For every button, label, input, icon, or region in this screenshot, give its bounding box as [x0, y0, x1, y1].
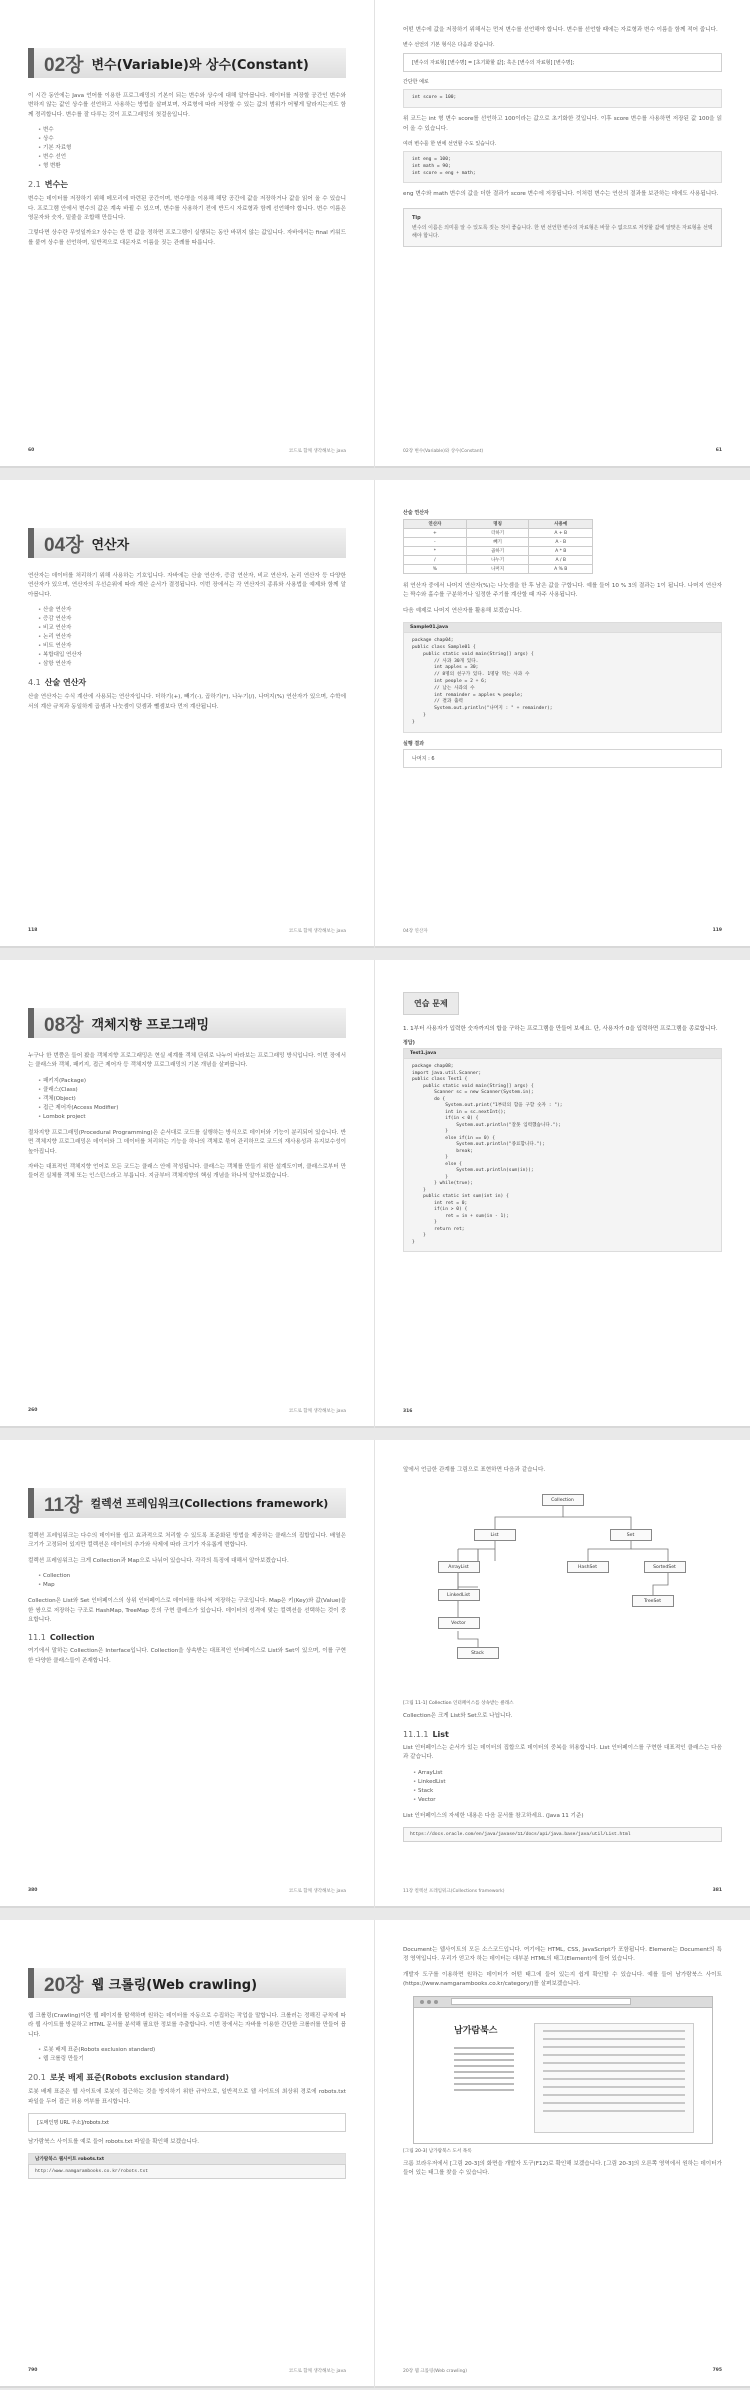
table-row: / 나누기 A / B	[404, 556, 593, 565]
chapter-number: 02장	[44, 54, 84, 76]
code-title: Test1.java	[403, 1048, 722, 1058]
list-item: • Lombok project	[38, 1113, 346, 1122]
list-item: • Collection	[38, 1572, 346, 1581]
body-text: Collection은 크게 List와 Set으로 나뉩니다.	[403, 1713, 513, 1720]
list-item: • 로봇 배제 표준(Robots exclusion standard)	[38, 2046, 346, 2055]
intro-text: 웹 크롤링(Crawling)이란 웹 페이지를 탐색하며 원하는 데이터를 자동으로 수집하는 작업을 말합니다. 크롤러는 정해진 규칙에 따라 웹 사이트를 방문하고 HTML 문서를 분석해 필요한 정보를 추출합니다. 이번 장에서는 자바를 이용한 간단한 크롤러를 만들어 봅니다.	[28, 2013, 346, 2038]
node-sortedset: SortedSet	[644, 1561, 686, 1573]
window-dot-icon	[434, 2000, 438, 2004]
chapter-title: 연산자	[91, 537, 130, 553]
page-60	[0, 0, 375, 468]
body-text: 컬렉션 프레임워크는 크게 Collection과 Map으로 나뉘어 있습니다. 각각의 특징에 대해서 알아보겠습니다.	[28, 1557, 289, 1564]
bullet-list	[38, 2046, 346, 2064]
devtools-panel	[534, 2023, 694, 2133]
body-text: List 인터페이스의 자세한 내용은 다음 문서를 참고하세요. (Java 11 기준)	[403, 1812, 584, 1819]
running-title: 11장 컬렉션 프레임워크(Collections framework)	[403, 1889, 505, 1894]
page-footer	[28, 928, 346, 934]
syntax-box: [도메인명 URL 주소]/robots.txt	[28, 2113, 346, 2132]
doc-url: https://docs.oracle.com/en/java/javase/11/docs/api/java.base/java/util/List.html	[403, 1827, 722, 1842]
code-block: package chap08; import java.util.Scanner; public class Test1 { public static void main(String[] args) { Scanner sc = new Scanner(System.in); do { System.out.print("1부터의 합을 구할 숫자 : "); int in = sc.nextInt(); if(in < 0) { System.out.println("잘못 입력했습니다."); } else if(in == 0) { System.out.println("종료합니다."); break; } else { System.out.println(sum(in)); } } while(true); } public static int sum(int in) { int ret = 0; if(in > 0) { ret = in + sum(in - 1); } return ret; } }	[403, 1058, 722, 1252]
body-text: 로봇 배제 표준은 웹 사이트에 로봇이 접근하는 것을 방지하기 위한 규약으로, 일반적으로 웹 사이트의 최상위 경로에 robots.txt 파일을 두어 접근 허용 여부를 표시합니다.	[28, 2089, 346, 2105]
section-heading: 2.1 변수는	[28, 180, 68, 190]
spread-4	[0, 1440, 750, 1908]
body-text: Collection은 List와 Set 인터페이스의 상위 인터페이스로 데이터를 하나씩 저장하는 구조입니다. Map은 키(Key)와 값(Value)을 한 쌍으로 저장하는 구조로 HashMap, TreeMap 등의 구현 클래스가 있습니다. 데이터의 성격에 맞는 컬렉션을 선택하는 것이 중요합니다.	[28, 1598, 346, 1624]
chapter-number: 04장	[44, 534, 84, 556]
spread-2	[0, 480, 750, 948]
tip-box	[403, 208, 722, 247]
page-number: 61	[715, 448, 722, 453]
chapter-title: 변수(Variable)와 상수(Constant)	[91, 57, 309, 73]
body-text: 절차지향 프로그래밍(Procedural Programming)은 순서대로 코드를 실행하는 방식으로 데이터와 기능이 분리되어 있습니다. 반면 객체지향 프로그래밍은 데이터와 그 데이터를 처리하는 기능을 하나의 객체로 묶어 관리하므로 코드의 재사용성과 유지보수성이 높아집니다.	[28, 1129, 346, 1155]
browser-toolbar	[414, 1997, 712, 2008]
bullet-list	[413, 1769, 722, 1805]
chapter-header	[28, 48, 346, 78]
chapter-header	[28, 1968, 346, 1998]
list-item: • 접근 제어자(Access Modifier)	[38, 1104, 346, 1113]
figure-caption: [그림 20-3] 남가람북스 도서 목록	[403, 2148, 472, 2154]
collection-hierarchy-diagram	[438, 1489, 688, 1694]
intro-text: 연산자는 데이터를 처리하기 위해 사용하는 기호입니다. 자바에는 산술 연산자, 증감 연산자, 비교 연산자, 논리 연산자 등 다양한 연산자가 있으며, 연산자의 우선순위에 따라 계산 순서가 결정됩니다. 이번 장에서는 각 연산자의 종류와 사용법을 예제와 함께 알아봅니다.	[28, 573, 346, 598]
node-stack: Stack	[457, 1647, 499, 1659]
list-item: • 기본 자료형	[38, 144, 346, 153]
bullet-list	[38, 1572, 346, 1590]
browser-screenshot	[413, 1996, 713, 2144]
intro-text: 이 시간 동안에는 Java 언어를 이용한 프로그래밍의 기본이 되는 변수와 상수에 대해 알아봅니다. 데이터를 저장할 공간인 변수와 변하지 않는 값인 상수를 선언하고 사용하는 방법을 살펴보며, 자료형에 따라 저장할 수 있는 값의 범위가 어떻게 달라지는지도 함께 정리합니다. 변수를 잘 다루는 것이 프로그래밍의 첫걸음입니다.	[28, 93, 346, 118]
list-item: • 산술 연산자	[38, 606, 346, 615]
page-footer	[403, 2368, 722, 2374]
result-label: 실행 결과	[403, 740, 425, 747]
list-item: • 패키지(Package)	[38, 1077, 346, 1086]
chapter-header	[28, 1488, 346, 1518]
page-footer	[403, 1888, 722, 1894]
page-790	[0, 1920, 375, 2388]
body-text: 개발자 도구를 이용하면 원하는 데이터가 어떤 태그에 들어 있는지 쉽게 확인할 수 있습니다. 예를 들어 남가람북스 사이트(https://www.namgarambooks.co.kr/category/)를 살펴보겠습니다.	[403, 1971, 722, 1988]
figure-caption: [그림 11-1] Collection 인터페이스를 상속받는 클래스	[403, 1701, 514, 1707]
bullet-list	[38, 606, 346, 669]
chapter-title: 컬렉션 프레임워크(Collections framework)	[90, 1497, 329, 1510]
list-item: • 복합대입 연산자	[38, 651, 346, 660]
running-title: 20장 웹 크롤링(Web crawling)	[403, 2369, 468, 2374]
body-text: 위 코드는 int 형 변수 score를 선언하고 100이라는 값으로 초기화한 것입니다. 이후 score 변수를 사용하면 저장된 값 100을 읽어 올 수 있습니다.	[403, 116, 722, 132]
section-heading: 4.1 산술 연산자	[28, 678, 87, 688]
chapter-header	[28, 1008, 346, 1038]
address-bar	[451, 1998, 631, 2005]
chapter-number: 11장	[44, 1494, 83, 1516]
robots-url: http://www.namgarambooks.co.kr/robots.txt	[28, 2164, 346, 2179]
node-list: List	[474, 1529, 516, 1541]
table-row: * 곱하기 A * B	[404, 547, 593, 556]
node-arraylist: ArrayList	[438, 1561, 480, 1573]
body-text: 다음 예제로 나머지 연산자를 활용해 보겠습니다.	[403, 607, 522, 614]
code-block: int score = 100;	[403, 89, 722, 108]
page-number: 316	[403, 1409, 413, 1414]
page-number: 790	[28, 2368, 38, 2373]
section-heading: 20.1 로봇 배제 표준(Robots exclusion standard)	[28, 2073, 230, 2083]
site-logo: 남가람북스	[454, 2025, 498, 2036]
running-title: 코드로 함께 생각해보는 java	[288, 1409, 346, 1414]
page-number: 795	[712, 2368, 722, 2373]
page-number: 381	[712, 1888, 722, 1893]
running-title: 02장 변수(Variable)와 상수(Constant)	[403, 449, 484, 454]
label: 변수 선언의 기본 형식은 다음과 같습니다.	[403, 42, 495, 49]
table-header: 사용예	[529, 520, 593, 529]
page-footer	[28, 2368, 346, 2374]
body-text: 위 연산자 중에서 나머지 연산자(%)는 나눗셈을 한 후 남은 값을 구합니다. 예를 들어 10 % 3의 결과는 1이 됩니다. 나머지 연산자는 짝수와 홀수를 구분하거나 일정한 주기를 계산할 때 자주 사용됩니다.	[403, 583, 722, 599]
page-number: 260	[28, 1408, 38, 1413]
body-text: 남가람북스 사이트를 예로 들어 robots.txt 파일을 확인해 보겠습니다.	[28, 2139, 200, 2146]
node-treeset: TreeSet	[632, 1595, 674, 1607]
list-item: • 클래스(Class)	[38, 1086, 346, 1095]
intro-text: 컬렉션 프레임워크는 다수의 데이터를 쉽고 효과적으로 처리할 수 있도록 표준화된 방법을 제공하는 클래스의 집합입니다. 배열은 크기가 고정되어 있지만 컬렉션은 데이터의 추가와 삭제에 따라 크기가 자유롭게 변합니다.	[28, 1533, 346, 1549]
chapter-header	[28, 528, 346, 558]
chapter-title: 웹 크롤링(Web crawling)	[91, 1977, 258, 1993]
page-260	[0, 960, 375, 1428]
table-caption: 산술 연산자	[403, 510, 429, 516]
body-text: 자바는 대표적인 객체지향 언어로 모든 코드는 클래스 안에 작성됩니다. 클래스는 객체를 만들기 위한 설계도이며, 클래스로부터 만들어진 실체를 객체 또는 인스턴스라고 부릅니다. 지금부터 객체지향의 핵심 개념을 하나씩 알아보겠습니다.	[28, 1164, 346, 1180]
table-row: % 나머지 A % B	[404, 565, 593, 574]
node-linkedlist: LinkedList	[438, 1589, 480, 1601]
page-61	[375, 0, 750, 468]
node-hashset: HashSet	[567, 1561, 609, 1573]
page-footer	[28, 1408, 346, 1414]
table-header: 연산자	[404, 520, 467, 529]
body-text: 변수는 데이터를 저장하기 위해 메모리에 마련된 공간이며, 변수명을 이용해 해당 공간에 값을 저장하거나 값을 읽어 올 수 있습니다. 프로그램 안에서 변수의 값은 계속 바뀔 수 있으며, 변수를 사용하기 전에 반드시 자료형과 함께 선언해야 합니다. 변수 이름은 영문자와 숫자, 밑줄을 조합해 만듭니다.	[28, 196, 346, 222]
bullet-list	[38, 1077, 346, 1122]
section-heading: 11.1 Collection	[28, 1633, 95, 1643]
list-item: • 형 변환	[38, 162, 346, 171]
url-title: 남가람북스 웹사이트 robots.txt	[28, 2153, 346, 2164]
page-footer	[28, 1888, 346, 1894]
running-title: 코드로 함께 생각해보는 java	[288, 929, 346, 934]
exercise-header: 연습 문제	[403, 992, 459, 1015]
code-block: package chap04; public class Sample01 { public static void main(String[] args) { // 사과 30개 있다. int apples = 30; // 8명의 친구가 있다. 1명당 먹는 사과 수 int people = 2 + 6; // 남는 사과의 수 int remainder = apples % people; // 결과 출력 System.out.println("나머지 : " + remainder); } }	[403, 632, 722, 732]
section-heading: 11.1.1 List	[403, 1729, 449, 1739]
page-footer	[403, 1409, 722, 1414]
running-title: 04장 연산자	[403, 929, 428, 934]
page-number: 60	[28, 448, 35, 453]
spread-5	[0, 1920, 750, 2388]
body-text: 크롬 브라우저에서 [그림 20-3]의 화면을 개발자 도구(F12)로 확인해 보겠습니다. [그림 20-3]의 오른쪽 영역에서 원하는 데이터가 들어 있는 태그를 찾을 수 있습니다.	[403, 2160, 722, 2177]
list-item: • 웹 크롤링 만들기	[38, 2055, 346, 2064]
page-number: 118	[28, 928, 38, 933]
running-title: 코드로 함께 생각해보는 java	[288, 449, 346, 454]
chapter-number: 20장	[44, 1974, 84, 1996]
answer-label: 정답)	[403, 1040, 415, 1046]
body-text: eng 변수와 math 변수의 값을 더한 결과가 score 변수에 저장됩니다. 이처럼 변수는 연산의 결과를 보관하는 데에도 사용됩니다.	[403, 191, 719, 198]
list-item: • 비교 연산자	[38, 624, 346, 633]
chapter-number: 08장	[44, 1014, 84, 1036]
label: 간단한 예로	[403, 79, 429, 86]
tip-text: 변수의 이름은 의미를 알 수 있도록 짓는 것이 좋습니다. 한 번 선언한 변수의 자료형은 바꿀 수 없으므로 저장할 값에 알맞은 자료형을 선택해야 합니다.	[412, 224, 713, 239]
list-item: • 논리 연산자	[38, 633, 346, 642]
list-item: • 비트 연산자	[38, 642, 346, 651]
page-381	[375, 1440, 750, 1908]
running-title: 코드로 함께 생각해보는 java	[288, 2369, 346, 2374]
page-118	[0, 480, 375, 948]
running-title: 코드로 함께 생각해보는 java	[288, 1889, 346, 1894]
page-number: 119	[712, 928, 722, 933]
syntax-box: [변수의 자료형] [변수명] = [초기화할 값]; 혹은 [변수의 자료형] [변수명];	[403, 53, 722, 72]
page-number: 380	[28, 1888, 38, 1893]
list-item: • 상수	[38, 135, 346, 144]
list-item: • 변수	[38, 126, 346, 135]
code-title: Sample01.java	[403, 622, 722, 632]
page-316	[375, 960, 750, 1428]
page-footer	[403, 928, 722, 934]
bullet-list	[38, 126, 346, 171]
page-footer	[403, 448, 722, 454]
result-box: 나머지 : 6	[403, 749, 722, 768]
chapter-title: 객체지향 프로그래밍	[91, 1017, 210, 1033]
body-text: 앞에서 언급한 관계를 그림으로 표현하면 다음과 같습니다.	[403, 1467, 546, 1473]
page-380	[0, 1440, 375, 1908]
body-text: Document는 웹사이트의 모든 소스코드입니다. 여기에는 HTML, CSS, JavaScript가 포함됩니다. Element는 Document의 특정 영역입니다. 우리가 얻고자 하는 데이터는 대부분 HTML의 태그(Element)에 들어 있습니다.	[403, 1947, 722, 1963]
list-item: • 변수 선언	[38, 153, 346, 162]
list-item: • ArrayList	[413, 1769, 722, 1778]
spread-1	[0, 0, 750, 468]
list-item: • Map	[38, 1581, 346, 1590]
page-footer	[28, 448, 346, 454]
node-set: Set	[610, 1529, 652, 1541]
body-text: List 인터페이스는 순서가 있는 데이터의 집합으로 데이터의 중복을 허용합니다. List 인터페이스를 구현한 대표적인 클래스는 다음과 같습니다.	[403, 1744, 722, 1761]
label: 여러 변수를 한 번에 선언할 수도 있습니다.	[403, 141, 497, 148]
table-header: 명칭	[466, 520, 529, 529]
window-dot-icon	[420, 2000, 424, 2004]
intro-text: 누구나 한 번쯤은 들어 봤을 객체지향 프로그래밍은 현실 세계를 객체 단위로 나누어 바라보는 프로그래밍 방식입니다. 이번 장에서는 클래스와 객체, 패키지, 접근 제어자 등 객체지향 프로그래밍의 기본 개념을 살펴봅니다.	[28, 1053, 346, 1069]
site-menu	[454, 2047, 514, 2095]
list-item: • LinkedList	[413, 1778, 722, 1787]
spread-3	[0, 960, 750, 1428]
list-item: • Vector	[413, 1796, 722, 1805]
question-text: 1. 1부터 사용자가 입력한 숫자까지의 합을 구하는 프로그램을 만들어 보세요. 단, 사용자가 0을 입력하면 프로그램을 종료합니다.	[403, 1026, 718, 1032]
list-item: • Stack	[413, 1787, 722, 1796]
body-text: 그렇다면 상수란 무엇일까요? 상수는 한 번 값을 정하면 프로그램이 실행되는 동안 바뀌지 않는 값입니다. 자바에서는 final 키워드를 붙여 상수를 선언하며, 일반적으로 대문자로 이름을 짓는 관례를 따릅니다.	[28, 230, 346, 246]
operator-table	[403, 519, 593, 574]
code-block: int eng = 100; int math = 90; int score = eng + math;	[403, 151, 722, 183]
node-vector: Vector	[438, 1617, 480, 1629]
table-row: - 빼기 A - B	[404, 538, 593, 547]
window-dot-icon	[427, 2000, 431, 2004]
table-row: + 더하기 A + B	[404, 529, 593, 538]
tip-label: Tip	[412, 214, 421, 221]
list-item: • 증감 연산자	[38, 615, 346, 624]
page-795	[375, 1920, 750, 2388]
list-item: • 삼항 연산자	[38, 660, 346, 669]
page-119	[375, 480, 750, 948]
body-text: 여기에서 말하는 Collection은 Interface입니다. Collection을 상속받는 대표적인 인터페이스로 List와 Set이 있으며, 이를 구현한 다양한 클래스들이 존재합니다.	[28, 1648, 346, 1664]
list-item: • 객체(Object)	[38, 1095, 346, 1104]
body-text: 어떤 변수에 값을 저장하기 위해서는 먼저 변수를 선언해야 합니다. 변수를 선언할 때에는 자료형과 변수 이름을 함께 적어 줍니다.	[403, 27, 718, 33]
node-collection: Collection	[542, 1494, 584, 1506]
body-text: 산술 연산자는 수식 계산에 사용되는 연산자입니다. 더하기(+), 빼기(-), 곱하기(*), 나누기(/), 나머지(%) 연산자가 있으며, 수학에서의 계산 규칙과 동일하게 곱셈과 나눗셈이 덧셈과 뺄셈보다 먼저 계산됩니다.	[28, 694, 346, 710]
